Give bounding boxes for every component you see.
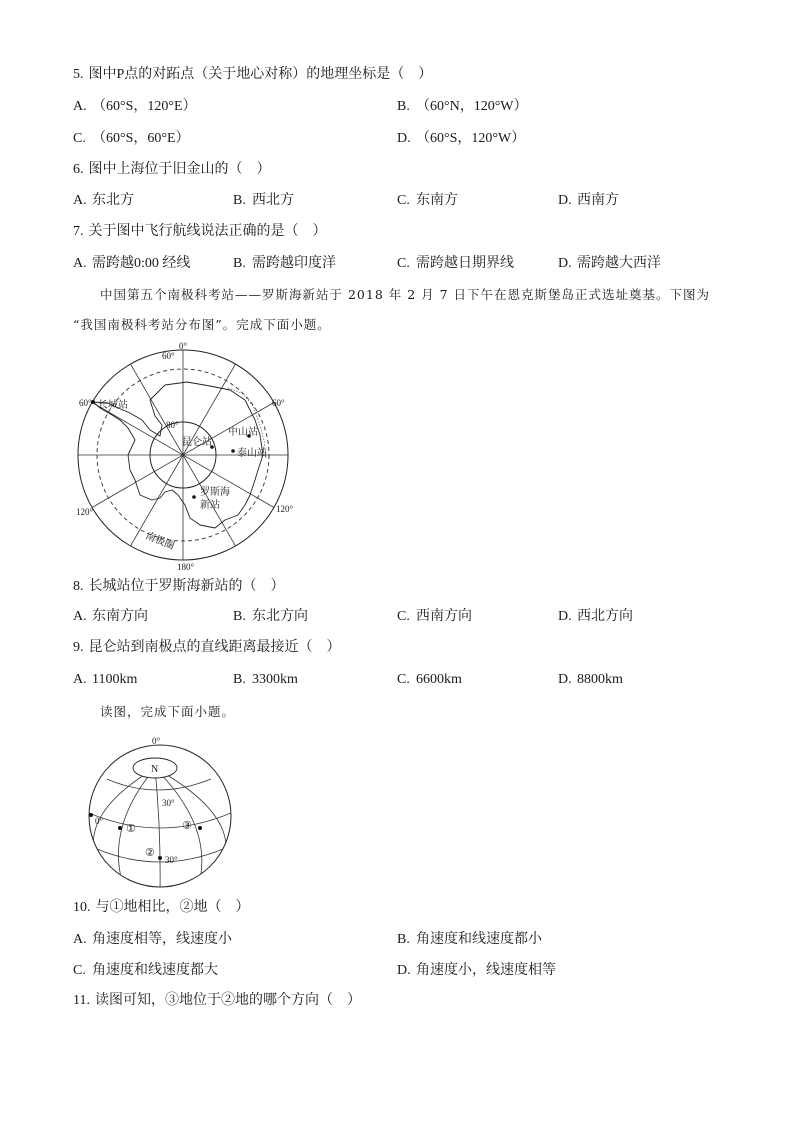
- option-key: B.: [233, 193, 246, 208]
- latitude-line-upper: [107, 779, 211, 790]
- option-text: 需跨越日期界线: [416, 256, 514, 271]
- globe-dot-point-1: [118, 826, 122, 830]
- option-text: 6600km: [416, 672, 462, 687]
- option-key: C.: [73, 963, 86, 978]
- question-8-option-a[interactable]: [73, 608, 148, 626]
- option-text: （60°S，120°W）: [416, 131, 526, 146]
- option-key: C.: [397, 193, 410, 208]
- globe-label-0-left: 0°: [95, 816, 104, 826]
- globe-dot-left-edge: [89, 813, 93, 817]
- question-10-option-c[interactable]: [73, 962, 218, 980]
- question-text: 长城站位于罗斯海新站的（ ）: [88, 579, 285, 594]
- question-number: 6.: [73, 162, 84, 177]
- question-5-option-c[interactable]: [73, 130, 190, 148]
- globe-label-30-upper: 30°: [162, 798, 175, 808]
- antarctic-station-map: [75, 340, 305, 572]
- option-text: 角速度和线速度都小: [416, 932, 542, 947]
- globe-label-30-lower: 30°: [165, 855, 178, 865]
- question-7-option-a[interactable]: [73, 255, 190, 273]
- question-9-option-c[interactable]: [397, 671, 462, 689]
- option-key: A.: [73, 99, 87, 114]
- question-number: 10.: [73, 900, 91, 915]
- question-8-option-c[interactable]: [397, 608, 472, 626]
- longitude-label-120e: 120°: [276, 504, 294, 514]
- question-8-stem: [73, 578, 285, 596]
- option-key: C.: [397, 609, 410, 624]
- option-text: 东南方: [416, 193, 458, 208]
- option-text: 角速度相等，线速度小: [92, 932, 232, 947]
- option-key: A.: [73, 672, 87, 687]
- option-key: A.: [73, 256, 87, 271]
- question-10-option-b[interactable]: [397, 931, 542, 949]
- station-dot-taishan: [231, 449, 235, 453]
- option-text: 西北方: [252, 193, 294, 208]
- longitude-label-120w: 120°: [76, 507, 94, 517]
- globe-label-0-top: 0°: [152, 736, 161, 746]
- antarctic-circle-label: 南极圈: [143, 530, 176, 553]
- question-5-option-d[interactable]: [397, 130, 525, 148]
- question-text: 与①地相比，②地（ ）: [95, 900, 250, 915]
- option-key: B.: [233, 672, 246, 687]
- option-text: 8800km: [577, 672, 623, 687]
- question-10-stem: [73, 899, 250, 917]
- question-number: 7.: [73, 224, 84, 239]
- station-label-kunlun: 昆仑站: [182, 437, 212, 448]
- question-5-option-b[interactable]: [397, 98, 528, 116]
- latitude-label-60: 60°: [162, 351, 175, 361]
- question-5-option-a[interactable]: [73, 98, 197, 116]
- question-10-option-d[interactable]: [397, 962, 556, 980]
- option-text: 东北方: [92, 193, 134, 208]
- option-text: （60°S，120°E）: [92, 99, 197, 114]
- option-key: B.: [233, 609, 246, 624]
- longitude-label-180: 180°: [177, 562, 195, 572]
- longitude-label-60w: 60°: [79, 398, 92, 408]
- option-key: D.: [397, 963, 411, 978]
- question-6-stem: [73, 161, 271, 179]
- longitude-label-0: 0°: [179, 341, 188, 351]
- option-key: C.: [397, 672, 410, 687]
- question-7-option-b[interactable]: [233, 255, 336, 273]
- passage-1-line-2: “我国南极科考站分布图”。完成下面小题。: [73, 317, 331, 332]
- passage-1-line-1: 中国第五个南极科考站——罗斯海新站于 2018 年 2 月 7 日下午在恩克斯堡岛正式选址奠基。下图为: [100, 287, 711, 302]
- option-key: D.: [397, 131, 411, 146]
- station-dot-rosssea: [192, 495, 196, 499]
- globe-label-point-1: ①: [126, 823, 136, 835]
- option-key: B.: [233, 256, 246, 271]
- question-8-option-b[interactable]: [233, 608, 308, 626]
- station-label-taishan: 泰山站: [237, 448, 267, 459]
- longitude-label-60e: 60°: [272, 398, 285, 408]
- globe-figure: [85, 735, 235, 893]
- question-11-stem: [73, 992, 361, 1010]
- question-6-option-a[interactable]: [73, 192, 134, 210]
- meridian-right: [155, 768, 202, 891]
- globe-grid: [89, 768, 231, 891]
- question-5-stem: [73, 66, 432, 84]
- option-key: D.: [558, 256, 572, 271]
- question-text: 图中上海位于旧金山的（ ）: [88, 162, 271, 177]
- option-text: 东北方向: [252, 609, 308, 624]
- option-text: 1100km: [92, 672, 138, 687]
- globe-dot-point-2: [158, 856, 162, 860]
- question-9-option-a[interactable]: [73, 671, 137, 689]
- station-label-rosssea-2: 新站: [200, 500, 220, 511]
- question-number: 9.: [73, 640, 84, 655]
- station-label-changcheng: 长城站: [98, 400, 128, 411]
- question-text: 昆仑站到南极点的直线距离最接近（ ）: [88, 640, 341, 655]
- globe-label-point-3: ③: [182, 820, 192, 832]
- option-key: C.: [73, 131, 86, 146]
- option-text: （60°S，60°E）: [92, 131, 190, 146]
- question-9-stem: [73, 639, 341, 657]
- globe-label-point-2: ②: [145, 847, 155, 859]
- latitude-label-80: 80°: [166, 420, 179, 430]
- option-text: 西南方向: [416, 609, 472, 624]
- passage-2-line-1: 读图，完成下面小题。: [100, 704, 236, 719]
- question-8-option-d[interactable]: [558, 608, 633, 626]
- question-6-option-b[interactable]: [233, 192, 294, 210]
- north-pole-label: N: [151, 764, 159, 775]
- question-text: 图中P点的对跖点（关于地心对称）的地理坐标是（ ）: [88, 67, 433, 82]
- option-key: B.: [397, 932, 410, 947]
- station-label-zhongshan: 中山站: [228, 427, 258, 438]
- globe-dot-point-3: [198, 826, 202, 830]
- meridian-center: [155, 768, 160, 891]
- question-text: 关于图中飞行航线说法正确的是（ ）: [88, 224, 327, 239]
- option-text: 角速度小，线速度相等: [416, 963, 556, 978]
- option-text: 西南方: [577, 193, 619, 208]
- option-key: D.: [558, 193, 572, 208]
- option-text: 西北方向: [577, 609, 633, 624]
- station-label-rosssea-1: 罗斯海: [200, 487, 230, 498]
- question-7-stem: [73, 223, 327, 241]
- option-text: 东南方向: [92, 609, 148, 624]
- question-7-option-c[interactable]: [397, 255, 514, 273]
- option-key: D.: [558, 672, 572, 687]
- option-key: C.: [397, 256, 410, 271]
- question-9-option-b[interactable]: [233, 671, 298, 689]
- option-key: D.: [558, 609, 572, 624]
- option-text: 需跨越0:00 经线: [92, 256, 191, 271]
- option-key: A.: [73, 193, 87, 208]
- option-key: A.: [73, 609, 87, 624]
- question-number: 8.: [73, 579, 84, 594]
- option-text: （60°N，120°W）: [416, 99, 528, 114]
- question-number: 11.: [73, 993, 90, 1008]
- meridian-left: [118, 768, 155, 891]
- option-text: 3300km: [252, 672, 298, 687]
- question-number: 5.: [73, 67, 84, 82]
- question-6-option-c[interactable]: [397, 192, 458, 210]
- option-key: A.: [73, 932, 87, 947]
- option-text: 需跨越大西洋: [577, 256, 661, 271]
- question-9-option-d[interactable]: [558, 671, 623, 689]
- option-text: 需跨越印度洋: [252, 256, 336, 271]
- option-key: B.: [397, 99, 410, 114]
- question-10-option-a[interactable]: [73, 931, 232, 949]
- equator-line: [89, 813, 231, 828]
- option-text: 角速度和线速度都大: [92, 963, 218, 978]
- question-6-option-d[interactable]: [558, 192, 619, 210]
- question-7-option-d[interactable]: [558, 255, 661, 273]
- question-text: 读图可知，③地位于②地的哪个方向（ ）: [94, 993, 361, 1008]
